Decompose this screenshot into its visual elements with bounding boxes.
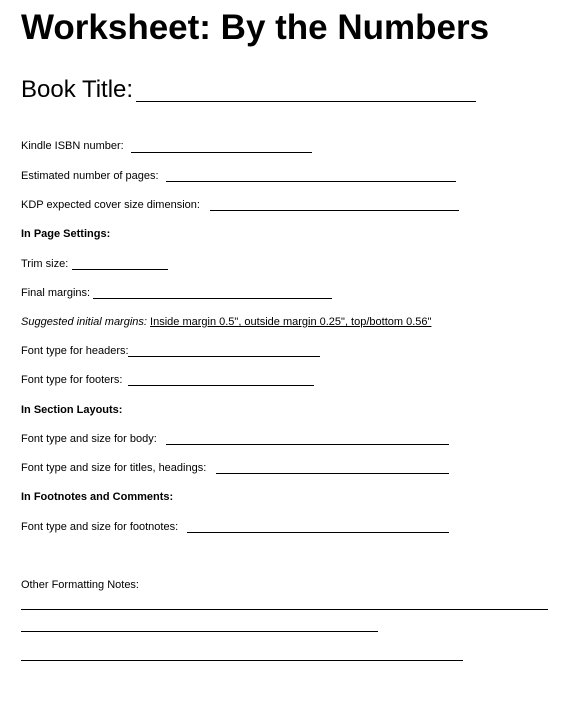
font-titles-label: Font type and size for titles, headings:	[21, 462, 207, 474]
estimated-pages-blank	[166, 181, 456, 182]
font-headers-label: Font type for headers:	[21, 345, 129, 357]
kindle-isbn-blank	[131, 152, 312, 153]
suggested-margins-label: Suggested initial margins:	[21, 316, 147, 328]
other-notes-blank-1	[21, 609, 548, 610]
kindle-isbn-label: Kindle ISBN number:	[21, 140, 124, 152]
suggested-margins	[21, 316, 431, 329]
final-margins-label: Final margins:	[21, 287, 91, 299]
font-footnotes-blank	[187, 532, 449, 533]
font-titles-blank	[216, 473, 449, 474]
font-body-label: Font type and size for body:	[21, 433, 157, 445]
final-margins-blank	[93, 298, 332, 299]
cover-size-blank	[210, 210, 459, 211]
page-title: Worksheet: By the Numbers	[21, 8, 490, 47]
trim-size-blank	[72, 269, 168, 270]
cover-size-label: KDP expected cover size dimension:	[21, 199, 200, 211]
other-notes-label: Other Formatting Notes:	[21, 579, 139, 591]
book-title-label: Book Title:	[21, 76, 134, 103]
section-layouts-heading: In Section Layouts:	[21, 404, 123, 416]
page-settings-heading: In Page Settings:	[21, 228, 111, 240]
estimated-pages-label: Estimated number of pages:	[21, 170, 159, 182]
book-title-blank	[136, 101, 476, 102]
font-headers-blank	[128, 356, 320, 357]
font-footers-label: Font type for footers:	[21, 374, 123, 386]
font-footers-blank	[128, 385, 314, 386]
font-footnotes-label: Font type and size for footnotes:	[21, 521, 179, 533]
footnotes-heading: In Footnotes and Comments:	[21, 491, 174, 503]
trim-size-label: Trim size:	[21, 258, 69, 270]
other-notes-blank-2	[21, 631, 378, 632]
other-notes-blank-3	[21, 660, 463, 661]
suggested-margins-value: Inside margin 0.5", outside margin 0.25", top/bottom 0.56"	[150, 316, 432, 328]
font-body-blank	[166, 444, 449, 445]
